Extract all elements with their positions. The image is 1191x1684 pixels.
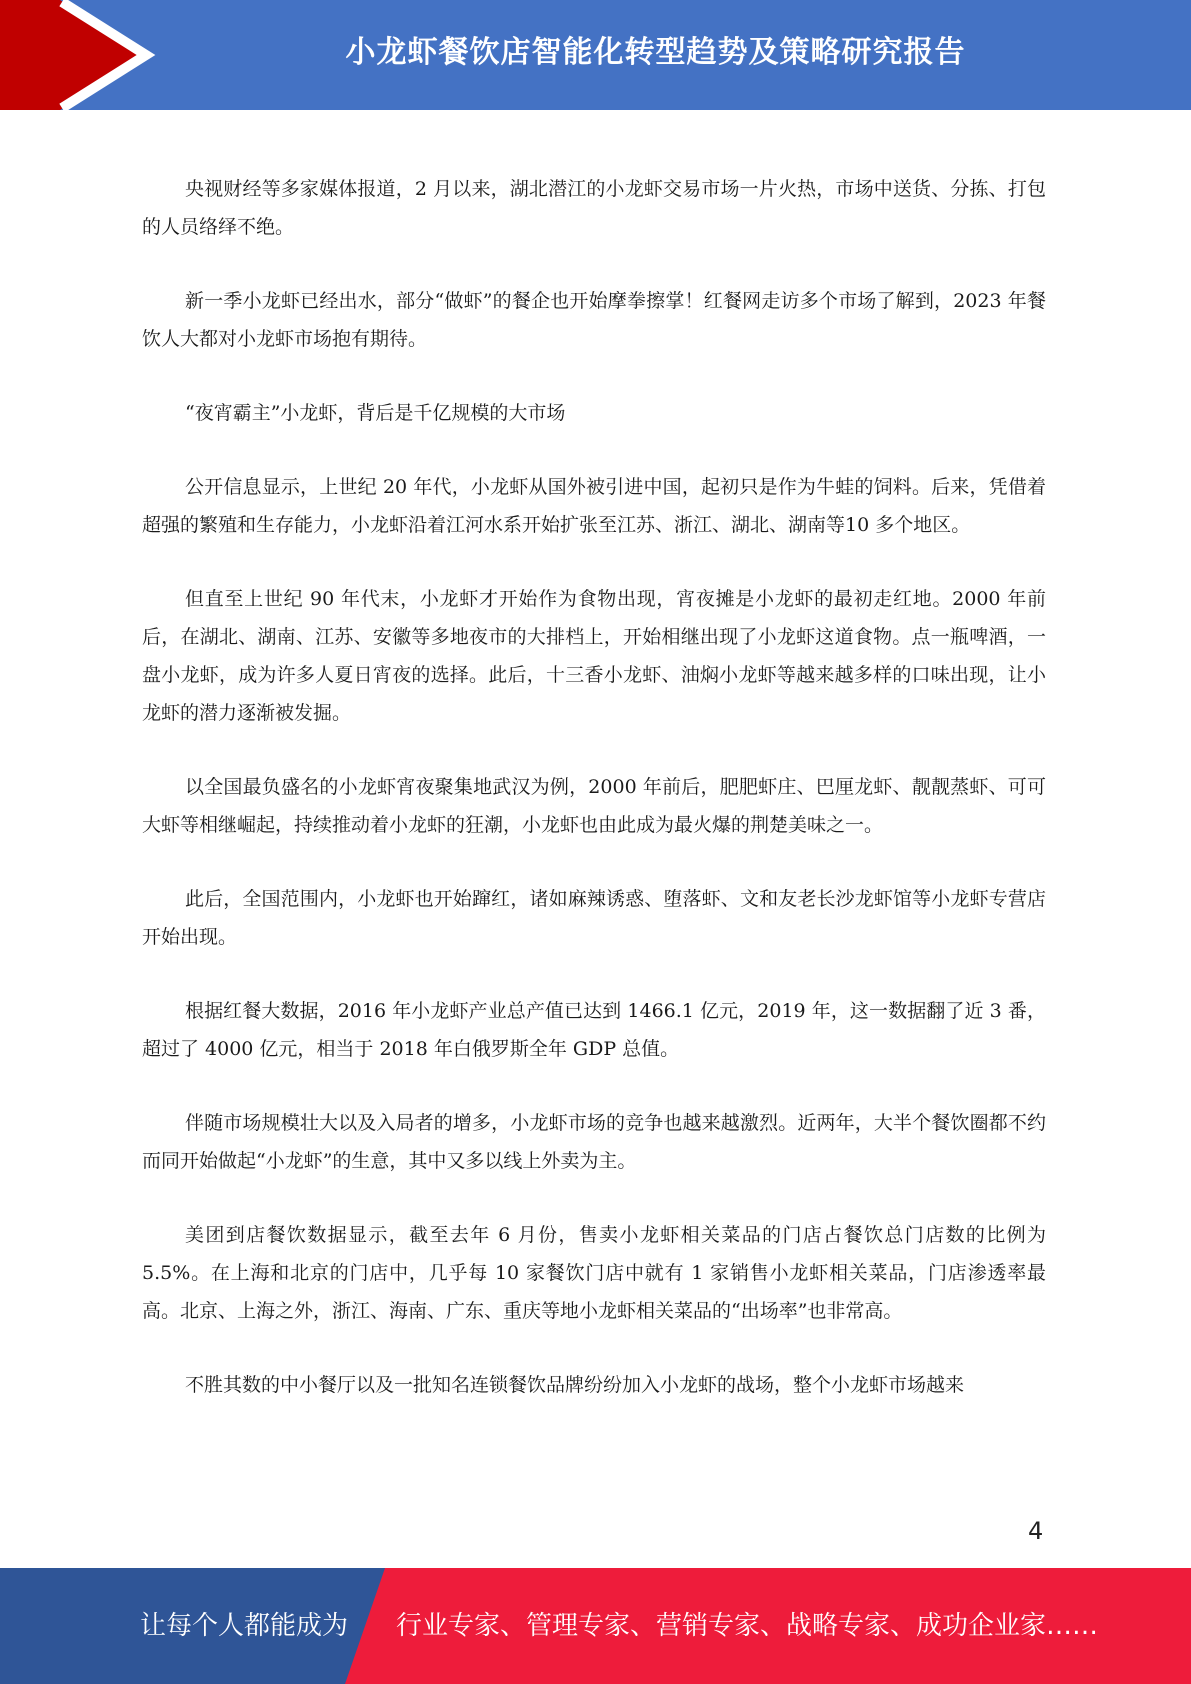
paragraph: 以全国最负盛名的小龙虾宵夜聚集地武汉为例，2000 年前后，肥肥虾庄、巴厘龙虾、靓靓蒸虾、可可大虾等相继崛起，持续推动着小龙虾的狂潮，小龙虾也由此成为最火爆的荆楚美味之一。 [142, 776, 1046, 836]
report-title: 小龙虾餐饮店智能化转型趋势及策略研究报告 [345, 35, 966, 70]
section-subheading: “夜宵霸主”小龙虾，背后是千亿规模的大市场 [185, 402, 566, 424]
paragraph: 不胜其数的中小餐厅以及一批知名连锁餐饮品牌纷纷加入小龙虾的战场，整个小龙虾市场越来 [185, 1374, 965, 1396]
paragraph: 公开信息显示，上世纪 20 年代，小龙虾从国外被引进中国，起初只是作为牛蛙的饲料。后来，凭借着超强的繁殖和生存能力，小龙虾沿着江河水系开始扩张至江苏、浙江、湖北、湖南等10 多个地区。 [142, 476, 1046, 536]
paragraph: 央视财经等多家媒体报道，2 月以来，湖北潜江的小龙虾交易市场一片火热，市场中送货、分拣、打包的人员络绎不绝。 [142, 178, 1046, 238]
paragraph: 根据红餐大数据，2016 年小龙虾产业总产值已达到 1466.1 亿元，2019 年，这一数据翻了近 3 番，超过了 4000 亿元，相当于 2018 年白俄罗斯全年 GDP 总值。 [142, 1000, 1046, 1060]
footer-slogan-left: 让每个人都能成为 [140, 1611, 349, 1641]
paragraph: 伴随市场规模壮大以及入局者的增多，小龙虾市场的竞争也越来越激烈。近两年，大半个餐饮圈都不约而同开始做起“小龙虾”的生意，其中又多以线上外卖为主。 [142, 1112, 1046, 1172]
page-header [0, 0, 1191, 110]
page-footer [0, 1568, 1191, 1684]
paragraph: 但直至上世纪 90 年代末，小龙虾才开始作为食物出现，宵夜摊是小龙虾的最初走红地。2000 年前后，在湖北、湖南、江苏、安徽等多地夜市的大排档上，开始相继出现了小龙虾这道食物。点一瓶啤酒，一盘小龙虾，成为许多人夏日宵夜的选择。此后，十三香小龙虾、油焖小龙虾等越来越多样的口味出现，让小龙虾的潜力逐渐被发掘。 [142, 588, 1046, 724]
paragraph: 美团到店餐饮数据显示，截至去年 6 月份，售卖小龙虾相关菜品的门店占餐饮总门店数的比例为 5.5%。在上海和北京的门店中，几乎每 10 家餐饮门店中就有 1 家销售小龙虾相关菜品，门店渗透率最高。北京、上海之外，浙江、海南、广东、重庆等地小龙虾相关菜品的“出场率”也非常高。 [142, 1224, 1046, 1322]
paragraph: 此后，全国范围内，小龙虾也开始蹿红，诸如麻辣诱惑、堕落虾、文和友老长沙龙虾馆等小龙虾专营店开始出现。 [142, 888, 1046, 948]
body-text [142, 170, 1046, 1440]
page-number: 4 [1028, 1517, 1044, 1545]
paragraph: 新一季小龙虾已经出水，部分“做虾”的餐企也开始摩拳擦掌！红餐网走访多个市场了解到，2023 年餐饮人大都对小龙虾市场抱有期待。 [142, 290, 1046, 350]
footer-slogan-right: 行业专家、管理专家、营销专家、战略专家、成功企业家…… [396, 1611, 1099, 1641]
